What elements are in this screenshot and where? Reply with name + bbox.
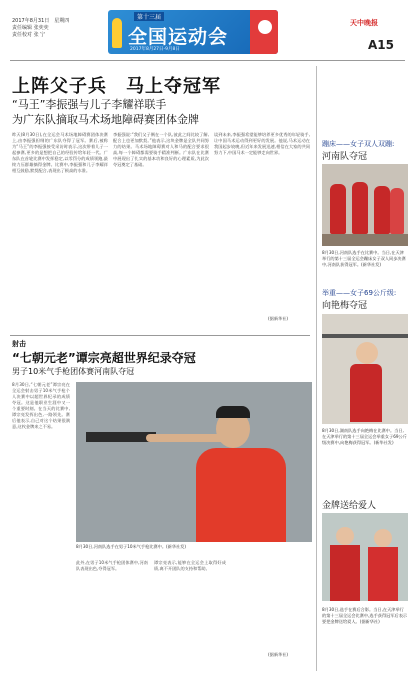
issue-info (12, 18, 69, 39)
page-number: A15 (368, 38, 394, 52)
sidebar3-caption: 8月30日,选手在赛后合影。当日,在天津举行的第十三届全运会比赛中,选手获得冠军后表示要把金牌送给爱人。(据新华社) (322, 607, 408, 624)
trampoline-photo (322, 164, 408, 246)
section-divider (10, 335, 310, 336)
sidebar1-title: 河南队夺冠 (322, 152, 368, 162)
issue-date: 2017年8月31日 星期四 (12, 18, 70, 24)
issue-editor: 责任编辑 张奕奕 (12, 25, 49, 31)
games-banner (108, 10, 278, 54)
paper-logo: 天中晚报 (350, 18, 378, 27)
story2-column-1: 8月30日,“七朝元老”谭宗亮在全运会射击男子10米气手枪个人决赛中以超世界纪录的成绩夺冠。这是他职业生涯中又一个重要时刻。在当天的比赛中,谭宗亮发挥出色,一路领先。赛后他表示,自己对这个结果很满意,这枚金牌来之不易。 (12, 382, 70, 429)
issue-proofreader: 责任校对 张 宁 (12, 32, 46, 38)
story2-subhead: 男子10米气手枪团体赛河南队夺冠 (12, 367, 135, 376)
sidebar2-label: 举重——女子69公斤级: (322, 289, 397, 297)
sidebar2-caption: 8月30日,湖南队选手向艳梅在比赛中。当日,在天津举行的第十三届全运会举重女子69公斤级决赛中,向艳梅获得冠军。(新华社发) (322, 428, 407, 445)
sidebar2-title: 向艳梅夺冠 (322, 301, 368, 311)
story2-kicker: 射击 (12, 340, 26, 348)
banner-subtitle: 第十三届 (134, 12, 164, 21)
story1-author: (据新华社) (268, 316, 289, 321)
sidebar3-title: 金牌送给爱人 (322, 501, 377, 511)
story2-column-2: 此外,在男子10米气手枪团体赛中,河南队表现出色,夺得冠军。 (76, 560, 148, 571)
mascot-icon (258, 20, 272, 34)
sidebar1-caption: 8月30日,河南队选手在比赛中。当日,在天津举行的第十三届全运会蹦床女子双人同步决赛中,河南队获得冠军。(新华社发) (322, 250, 406, 267)
story2-headline: “七朝元老”谭宗亮超世界纪录夺冠 (12, 351, 196, 365)
sidebar1-label: 蹦床——女子双人双蹦: (322, 140, 395, 148)
story1-column-2: 李振强说:“我们父子俩在一个队,彼此之间比较了解,配合上也更加默契。”他表示,这块金牌是全队共同努力的结果。马术场地障碍赛对人和马的配合要求很高,每一个障碍都需要骑手精准判断。广东队在比赛中展现出了扎实的基本功和良好的心理素质,为此次夺冠奠定了基础。 (113, 132, 209, 167)
story1-column-1: 昨天(8月30日),在全运会马术场地障碍赛团体决赛上,由李振强担纲的广东队夺得了冠军。赛后,被称为“马王”的李振强接受采访时表示,这次带着儿子一起参赛,更多的是想把自己的经验传给年轻一代。广东队在首轮比赛中发挥稳定,以零罚分的成绩领跑,最终力压群雄摘得金牌。比赛中,李振强和儿子李耀祥相互鼓励,默契配合,表现出了极高的水准。 (12, 132, 108, 173)
medal-photo (322, 513, 408, 601)
banner-date: 2017年8月27日-9月8日 (130, 47, 180, 52)
story1-deck-line2: 为广东队摘取马术场地障碍赛团体金牌 (12, 113, 199, 126)
story2-author: (据新华社) (268, 652, 289, 657)
shooter-photo-caption: 8月30日,河南队选手在男子10米气手枪比赛中。(新华社发) (76, 544, 187, 549)
story2-column-3: 谭宗亮表示,能够在全运会上取得好成绩,离不开团队的支持和帮助。 (154, 560, 226, 571)
story1-deck (12, 97, 199, 127)
sidebar-divider (316, 66, 317, 671)
torch-icon (112, 18, 122, 48)
banner-title: 全国运动会 (128, 26, 229, 48)
story1-headline: 上阵父子兵 马上夺冠军 (12, 76, 221, 97)
shooter-photo (76, 382, 312, 542)
header-divider (10, 60, 405, 61)
story1-column-3: 谈到未来,李振强希望能够培养更多优秀的年轻骑手,让中国马术运动得到更好的发展。他说,马术运动在我国起步较晚,但近年来发展迅速,相信在大家的共同努力下,中国马术一定能够走向世界。 (214, 132, 310, 155)
weightlifting-photo (322, 314, 408, 424)
story1-deck-line1: “马王”李振强与儿子李耀祥联手 (12, 98, 167, 111)
